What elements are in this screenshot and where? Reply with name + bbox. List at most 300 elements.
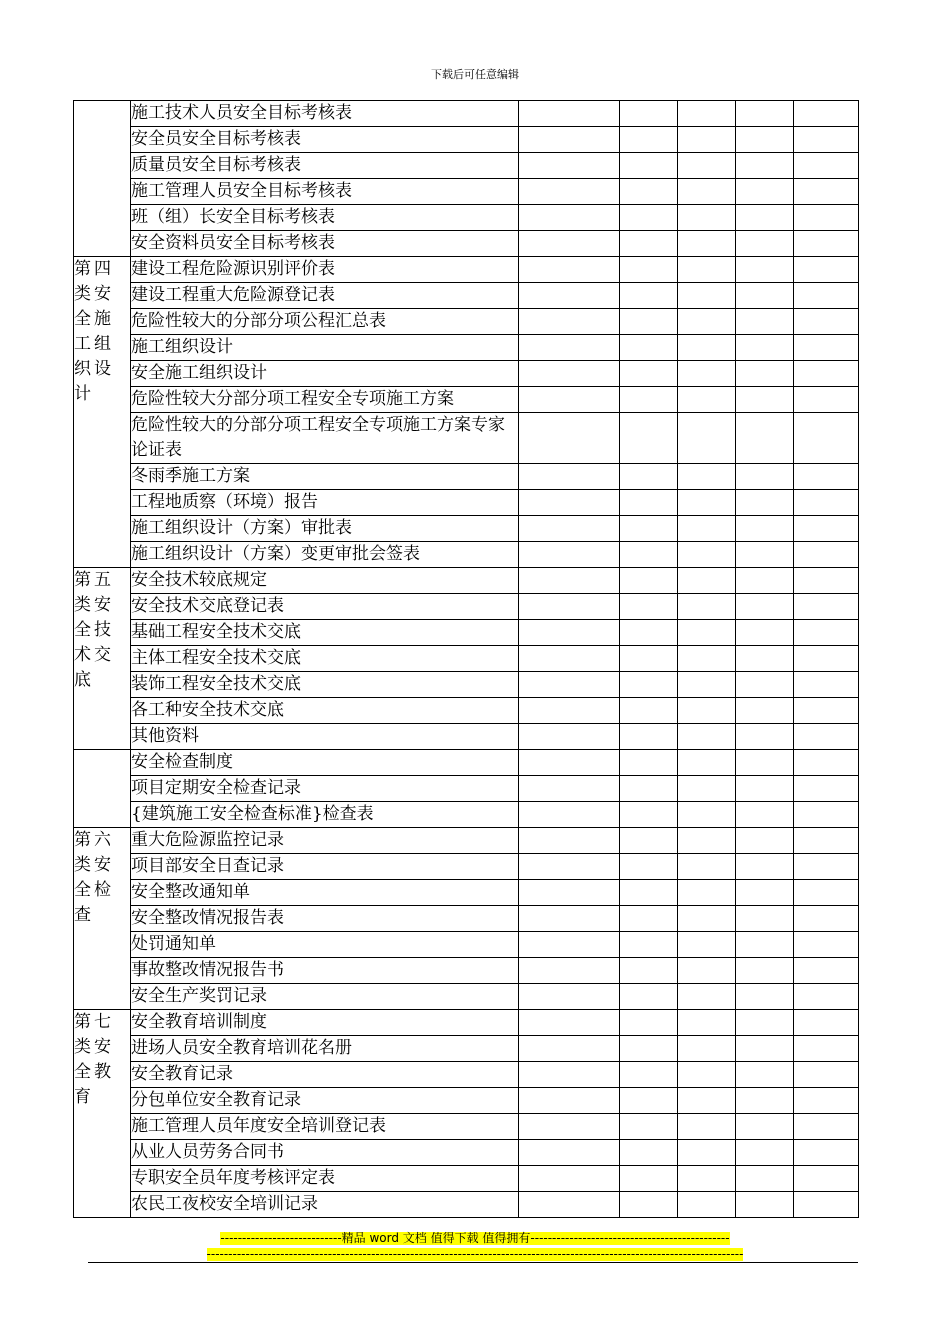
blank-cell <box>678 958 736 984</box>
blank-cell <box>736 724 794 750</box>
table-row <box>74 1166 859 1192</box>
blank-cell <box>736 932 794 958</box>
blank-cell <box>794 1036 859 1062</box>
blank-cell <box>794 776 859 802</box>
blank-cell <box>736 620 794 646</box>
blank-cell <box>794 464 859 490</box>
blank-cell <box>794 672 859 698</box>
blank-cell <box>519 153 620 179</box>
blank-cell <box>620 854 678 880</box>
blank-cell <box>519 1166 620 1192</box>
blank-cell <box>736 958 794 984</box>
blank-cell <box>519 101 620 127</box>
blank-cell <box>794 594 859 620</box>
table-row <box>74 127 859 153</box>
blank-cell <box>519 257 620 283</box>
blank-cell <box>620 387 678 413</box>
blank-cell <box>519 179 620 205</box>
blank-cell <box>678 1192 736 1218</box>
blank-cell <box>736 698 794 724</box>
table-row <box>74 490 859 516</box>
blank-cell <box>519 724 620 750</box>
blank-cell <box>736 750 794 776</box>
blank-cell <box>620 646 678 672</box>
item-cell: 分包单位安全教育记录 <box>131 1088 519 1114</box>
blank-cell <box>736 854 794 880</box>
blank-cell <box>794 490 859 516</box>
blank-cell <box>736 594 794 620</box>
blank-cell <box>519 413 620 464</box>
table-row <box>74 1192 859 1218</box>
blank-cell <box>736 361 794 387</box>
table-row <box>74 542 859 568</box>
blank-cell <box>620 802 678 828</box>
blank-cell <box>736 179 794 205</box>
blank-cell <box>519 387 620 413</box>
blank-cell <box>519 932 620 958</box>
item-cell: 农民工夜校安全培训记录 <box>131 1192 519 1218</box>
blank-cell <box>794 153 859 179</box>
item-cell: 处罚通知单 <box>131 932 519 958</box>
blank-cell <box>794 750 859 776</box>
category-cell: 第六类安全检查 <box>74 828 131 1010</box>
blank-cell <box>519 698 620 724</box>
blank-cell <box>519 568 620 594</box>
blank-cell <box>620 724 678 750</box>
blank-cell <box>678 776 736 802</box>
blank-cell <box>678 672 736 698</box>
item-cell: 建设工程危险源识别评价表 <box>131 257 519 283</box>
blank-cell <box>620 880 678 906</box>
blank-cell <box>620 1062 678 1088</box>
blank-cell <box>620 906 678 932</box>
item-cell: 安全教育培训制度 <box>131 1010 519 1036</box>
item-cell: 项目定期安全检查记录 <box>131 776 519 802</box>
item-cell: 项目部安全日查记录 <box>131 854 519 880</box>
blank-cell <box>519 958 620 984</box>
blank-cell <box>736 153 794 179</box>
blank-cell <box>620 828 678 854</box>
table-row <box>74 283 859 309</box>
table-row <box>74 776 859 802</box>
blank-cell <box>519 906 620 932</box>
table-row <box>74 205 859 231</box>
table-row <box>74 361 859 387</box>
item-cell: 施工技术人员安全目标考核表 <box>131 101 519 127</box>
item-cell: 主体工程安全技术交底 <box>131 646 519 672</box>
blank-cell <box>519 828 620 854</box>
item-cell: 危险性较大的分部分项公程汇总表 <box>131 309 519 335</box>
category-cell: 第五类安全技术交底 <box>74 568 131 750</box>
blank-cell <box>620 490 678 516</box>
category-cell: 第四类安全施工组织设计 <box>74 257 131 568</box>
blank-cell <box>794 906 859 932</box>
blank-cell <box>736 1192 794 1218</box>
blank-cell <box>736 1140 794 1166</box>
blank-cell <box>736 1114 794 1140</box>
item-cell: 从业人员劳务合同书 <box>131 1140 519 1166</box>
blank-cell <box>678 906 736 932</box>
table-row <box>74 646 859 672</box>
table-row <box>74 464 859 490</box>
blank-cell <box>620 153 678 179</box>
blank-cell <box>678 335 736 361</box>
table-row <box>74 231 859 257</box>
blank-cell <box>794 1140 859 1166</box>
blank-cell <box>736 283 794 309</box>
blank-cell <box>519 283 620 309</box>
blank-cell <box>678 1114 736 1140</box>
blank-cell <box>736 880 794 906</box>
blank-cell <box>620 568 678 594</box>
blank-cell <box>620 309 678 335</box>
blank-cell <box>519 620 620 646</box>
table-row <box>74 387 859 413</box>
table-row <box>74 698 859 724</box>
blank-cell <box>736 309 794 335</box>
blank-cell <box>519 672 620 698</box>
item-cell: 施工管理人员年度安全培训登记表 <box>131 1114 519 1140</box>
blank-cell <box>794 361 859 387</box>
item-cell: 建设工程重大危险源登记表 <box>131 283 519 309</box>
item-cell: 安全资料员安全目标考核表 <box>131 231 519 257</box>
blank-cell <box>620 1114 678 1140</box>
blank-cell <box>519 205 620 231</box>
blank-cell <box>620 542 678 568</box>
blank-cell <box>620 464 678 490</box>
item-cell: 施工管理人员安全目标考核表 <box>131 179 519 205</box>
blank-cell <box>620 361 678 387</box>
blank-cell <box>678 802 736 828</box>
blank-cell <box>519 464 620 490</box>
blank-cell <box>678 179 736 205</box>
blank-cell <box>794 516 859 542</box>
item-cell: 安全教育记录 <box>131 1062 519 1088</box>
footer-line-1: ----------------------------精品 word 文档 值得下载 值得拥有---------------------------------------------- <box>220 1231 730 1245</box>
blank-cell <box>519 594 620 620</box>
blank-cell <box>620 231 678 257</box>
table-row <box>74 672 859 698</box>
blank-cell <box>794 387 859 413</box>
blank-cell <box>620 516 678 542</box>
blank-cell <box>620 1088 678 1114</box>
blank-cell <box>519 880 620 906</box>
item-cell: 基础工程安全技术交底 <box>131 620 519 646</box>
table-row <box>74 932 859 958</box>
blank-cell <box>736 646 794 672</box>
blank-cell <box>736 1036 794 1062</box>
item-cell: 冬雨季施工方案 <box>131 464 519 490</box>
item-cell: 施工组织设计 <box>131 335 519 361</box>
blank-cell <box>736 828 794 854</box>
blank-cell <box>736 413 794 464</box>
blank-cell <box>678 1010 736 1036</box>
blank-cell <box>519 776 620 802</box>
blank-cell <box>794 958 859 984</box>
blank-cell <box>736 387 794 413</box>
blank-cell <box>620 413 678 464</box>
table-row <box>74 724 859 750</box>
blank-cell <box>794 1088 859 1114</box>
blank-cell <box>620 179 678 205</box>
blank-cell <box>620 776 678 802</box>
blank-cell <box>519 1088 620 1114</box>
blank-cell <box>794 179 859 205</box>
table-row <box>74 1088 859 1114</box>
table-row <box>74 1010 859 1036</box>
blank-cell <box>678 231 736 257</box>
blank-cell <box>794 283 859 309</box>
blank-cell <box>678 413 736 464</box>
blank-cell <box>678 932 736 958</box>
table-row <box>74 1062 859 1088</box>
blank-cell <box>678 101 736 127</box>
blank-cell <box>736 906 794 932</box>
blank-cell <box>794 1114 859 1140</box>
item-cell: 施工组织设计（方案）变更审批会签表 <box>131 542 519 568</box>
document-table <box>73 100 859 1218</box>
blank-cell <box>794 568 859 594</box>
blank-cell <box>736 802 794 828</box>
blank-cell <box>620 620 678 646</box>
blank-cell <box>678 283 736 309</box>
blank-cell <box>736 205 794 231</box>
category-cell <box>74 101 131 257</box>
blank-cell <box>620 283 678 309</box>
table-row <box>74 1036 859 1062</box>
item-cell: 装饰工程安全技术交底 <box>131 672 519 698</box>
blank-cell <box>736 776 794 802</box>
table-row <box>74 568 859 594</box>
item-cell: 安全生产奖罚记录 <box>131 984 519 1010</box>
blank-cell <box>620 127 678 153</box>
blank-cell <box>794 1166 859 1192</box>
blank-cell <box>620 672 678 698</box>
blank-cell <box>519 802 620 828</box>
blank-cell <box>794 620 859 646</box>
blank-cell <box>678 542 736 568</box>
blank-cell <box>794 828 859 854</box>
item-cell: 安全技术较底规定 <box>131 568 519 594</box>
blank-cell <box>794 880 859 906</box>
blank-cell <box>620 1140 678 1166</box>
blank-cell <box>736 490 794 516</box>
blank-cell <box>736 1088 794 1114</box>
blank-cell <box>678 594 736 620</box>
blank-cell <box>794 724 859 750</box>
blank-cell <box>678 880 736 906</box>
blank-cell <box>519 1140 620 1166</box>
item-cell: 各工种安全技术交底 <box>131 698 519 724</box>
blank-cell <box>678 698 736 724</box>
item-cell: 安全技术交底登记表 <box>131 594 519 620</box>
blank-cell <box>794 646 859 672</box>
item-cell: 重大危险源监控记录 <box>131 828 519 854</box>
blank-cell <box>519 542 620 568</box>
blank-cell <box>736 101 794 127</box>
item-cell: 危险性较大的分部分项工程安全专项施工方案专家论证表 <box>131 413 519 464</box>
table-row <box>74 101 859 127</box>
blank-cell <box>794 335 859 361</box>
blank-cell <box>620 205 678 231</box>
item-cell: 安全整改通知单 <box>131 880 519 906</box>
blank-cell <box>519 984 620 1010</box>
blank-cell <box>620 257 678 283</box>
blank-cell <box>519 516 620 542</box>
blank-cell <box>678 490 736 516</box>
table-row <box>74 828 859 854</box>
blank-cell <box>736 127 794 153</box>
blank-cell <box>620 1036 678 1062</box>
blank-cell <box>736 568 794 594</box>
blank-cell <box>794 1010 859 1036</box>
blank-cell <box>678 309 736 335</box>
blank-cell <box>620 1192 678 1218</box>
item-cell: 工程地质察（环境）报告 <box>131 490 519 516</box>
blank-cell <box>736 1166 794 1192</box>
item-cell: 专职安全员年度考核评定表 <box>131 1166 519 1192</box>
blank-cell <box>620 101 678 127</box>
blank-cell <box>620 1010 678 1036</box>
blank-cell <box>678 387 736 413</box>
blank-cell <box>678 1062 736 1088</box>
blank-cell <box>620 750 678 776</box>
blank-cell <box>794 698 859 724</box>
blank-cell <box>678 854 736 880</box>
blank-cell <box>678 127 736 153</box>
blank-cell <box>620 932 678 958</box>
blank-cell <box>519 1192 620 1218</box>
item-cell: 其他资料 <box>131 724 519 750</box>
blank-cell <box>678 1166 736 1192</box>
blank-cell <box>519 1062 620 1088</box>
table-row <box>74 1140 859 1166</box>
blank-cell <box>794 542 859 568</box>
blank-cell <box>519 646 620 672</box>
blank-cell <box>620 984 678 1010</box>
table-row <box>74 309 859 335</box>
blank-cell <box>519 750 620 776</box>
blank-cell <box>620 698 678 724</box>
blank-cell <box>736 1062 794 1088</box>
item-cell: 进场人员安全教育培训花名册 <box>131 1036 519 1062</box>
table-row <box>74 750 859 776</box>
blank-cell <box>794 932 859 958</box>
item-cell: 安全施工组织设计 <box>131 361 519 387</box>
footer-rule <box>88 1262 858 1263</box>
table-row <box>74 1114 859 1140</box>
blank-cell <box>519 490 620 516</box>
table-row <box>74 620 859 646</box>
blank-cell <box>794 231 859 257</box>
category-cell: 第七类安全教育 <box>74 1010 131 1218</box>
table-row <box>74 984 859 1010</box>
blank-cell <box>519 854 620 880</box>
table-row <box>74 413 859 464</box>
blank-cell <box>678 464 736 490</box>
blank-cell <box>519 335 620 361</box>
blank-cell <box>519 127 620 153</box>
blank-cell <box>736 335 794 361</box>
blank-cell <box>678 620 736 646</box>
blank-cell <box>678 724 736 750</box>
blank-cell <box>736 231 794 257</box>
blank-cell <box>794 257 859 283</box>
category-cell <box>74 750 131 828</box>
blank-cell <box>620 335 678 361</box>
blank-cell <box>519 1036 620 1062</box>
blank-cell <box>794 309 859 335</box>
blank-cell <box>678 984 736 1010</box>
item-cell: 安全检查制度 <box>131 750 519 776</box>
table-row <box>74 179 859 205</box>
blank-cell <box>678 257 736 283</box>
item-cell: 班（组）长安全目标考核表 <box>131 205 519 231</box>
blank-cell <box>736 257 794 283</box>
blank-cell <box>794 802 859 828</box>
blank-cell <box>794 127 859 153</box>
blank-cell <box>678 828 736 854</box>
item-cell: 施工组织设计（方案）审批表 <box>131 516 519 542</box>
table-body <box>74 101 859 1218</box>
blank-cell <box>620 594 678 620</box>
blank-cell <box>794 854 859 880</box>
table-row <box>74 906 859 932</box>
blank-cell <box>678 568 736 594</box>
blank-cell <box>519 361 620 387</box>
blank-cell <box>620 958 678 984</box>
blank-cell <box>678 516 736 542</box>
blank-cell <box>678 1036 736 1062</box>
blank-cell <box>794 1192 859 1218</box>
table-row <box>74 594 859 620</box>
blank-cell <box>678 1088 736 1114</box>
blank-cell <box>620 1166 678 1192</box>
blank-cell <box>519 1114 620 1140</box>
item-cell: 安全员安全目标考核表 <box>131 127 519 153</box>
table-row <box>74 516 859 542</box>
blank-cell <box>519 1010 620 1036</box>
blank-cell <box>519 231 620 257</box>
table-row <box>74 335 859 361</box>
item-cell: 质量员安全目标考核表 <box>131 153 519 179</box>
blank-cell <box>678 361 736 387</box>
blank-cell <box>736 516 794 542</box>
blank-cell <box>794 101 859 127</box>
item-cell: {建筑施工安全检查标准}检查表 <box>131 802 519 828</box>
blank-cell <box>736 984 794 1010</box>
blank-cell <box>736 1010 794 1036</box>
table-row <box>74 802 859 828</box>
table-row <box>74 854 859 880</box>
blank-cell <box>736 464 794 490</box>
blank-cell <box>736 672 794 698</box>
blank-cell <box>678 205 736 231</box>
item-cell: 事故整改情况报告书 <box>131 958 519 984</box>
footer-line-2: ---------------------------------------------------------------------------------------------------------------------------- <box>206 1247 744 1261</box>
table-row <box>74 880 859 906</box>
table-row <box>74 153 859 179</box>
blank-cell <box>678 1140 736 1166</box>
table-row <box>74 958 859 984</box>
blank-cell <box>794 984 859 1010</box>
blank-cell <box>736 542 794 568</box>
blank-cell <box>519 309 620 335</box>
page-header: 下载后可任意编辑 <box>431 68 519 81</box>
item-cell: 安全整改情况报告表 <box>131 906 519 932</box>
blank-cell <box>678 750 736 776</box>
blank-cell <box>794 205 859 231</box>
